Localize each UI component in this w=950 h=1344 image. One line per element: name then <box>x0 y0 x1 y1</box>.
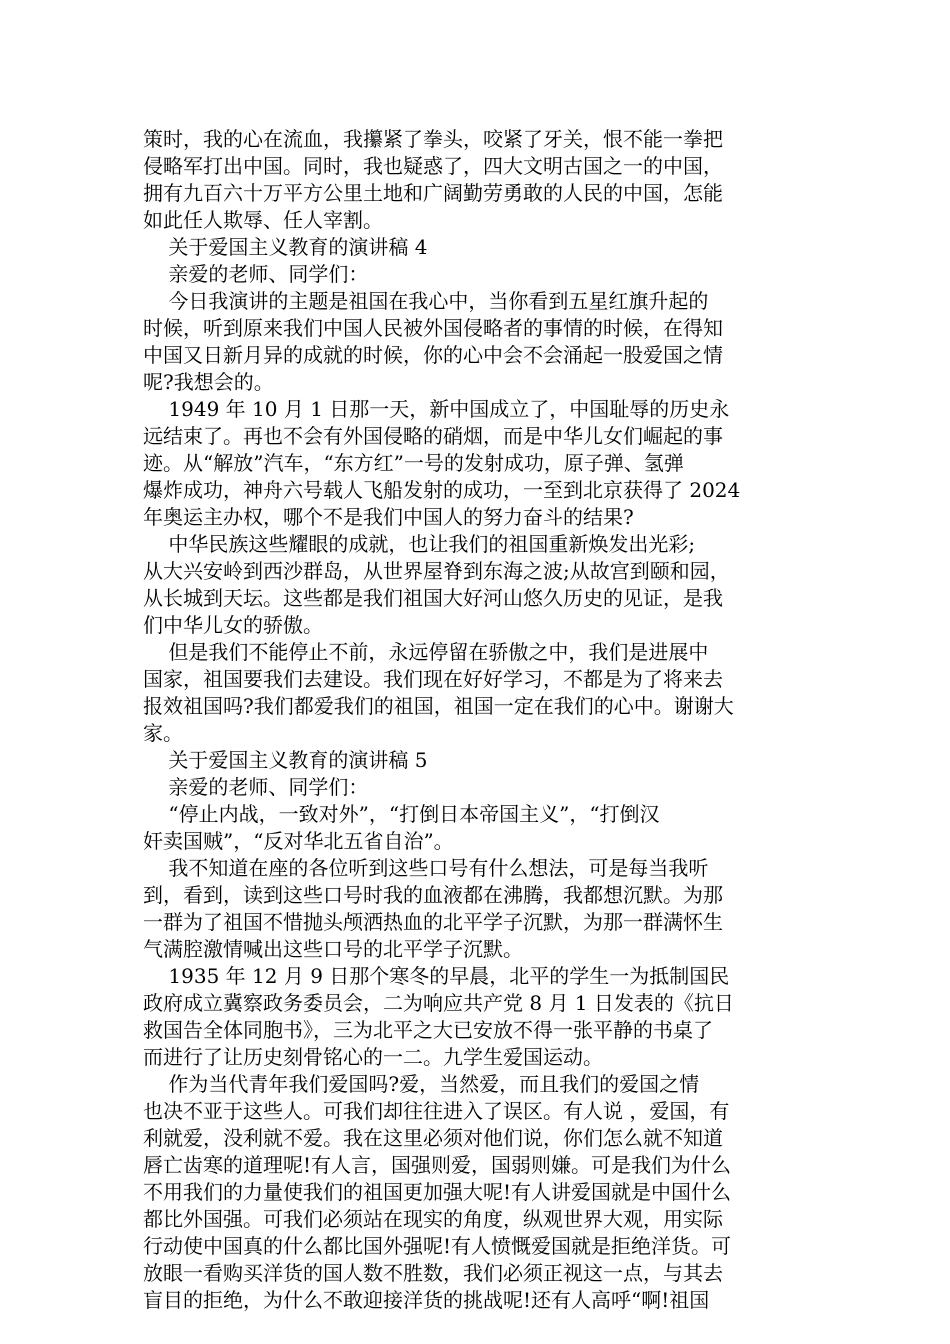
text-line: 们中华儿女的骄傲。 <box>143 613 323 637</box>
text-line: 作为当代青年我们爱国吗?爱，当然爱，而且我们的爱国之情 <box>143 1072 700 1096</box>
document-page <box>143 126 809 1314</box>
text-line: 爆炸成功，神舟六号载人飞船发射的成功，一至到北京获得了 2024 <box>143 478 741 502</box>
text-line: 中华民族这些耀眼的成就，也让我们的祖国重新焕发出光彩; <box>143 532 696 556</box>
text-line: 关于爱国主义教育的演讲稿 4 <box>143 235 428 259</box>
text-line: 从大兴安岭到西沙群岛，从世界屋脊到东海之波;从故宫到颐和园， <box>143 559 730 583</box>
text-line: 侵略军打出中国。同时，我也疑惑了，四大文明古国之一的中国， <box>143 154 723 178</box>
text-line: 亲爱的老师、同学们： <box>143 262 369 286</box>
text-line: 关于爱国主义教育的演讲稿 5 <box>143 748 428 772</box>
text-line: 政府成立冀察政务委员会，二为响应共产党 8 月 1 日发表的《抗日 <box>143 991 734 1015</box>
text-line: 今日我演讲的主题是祖国在我心中，当你看到五星红旗升起的 <box>143 289 709 313</box>
text-line: 1949 年 10 月 1 日那一天，新中国成立了，中国耻辱的历史永 <box>143 397 730 421</box>
text-line: 中国又日新月异的成就的时候，你的心中会不会涌起一股爱国之情 <box>143 343 723 367</box>
text-line: 迹。从“解放”汽车，“东方红”一号的发射成功，原子弹、氢弹 <box>143 451 684 475</box>
text-line: 1935 年 12 月 9 日那个寒冬的早晨，北平的学生一为抵制国民 <box>143 964 730 988</box>
text-line: 报效祖国吗?我们都爱我们的祖国，祖国一定在我们的心中。谢谢大 <box>143 694 734 718</box>
text-line: 放眼一看购买洋货的国人数不胜数，我们必须正视这一点，与其去 <box>143 1261 723 1285</box>
text-line: 而进行了让历史刻骨铭心的一二。九学生爱国运动。 <box>143 1045 603 1069</box>
text-line: 时候，听到原来我们中国人民被外国侵略者的事情的时候，在得知 <box>143 316 723 340</box>
text-line: 盲目的拒绝，为什么不敢迎接洋货的挑战呢!还有人高呼“啊!祖国 <box>143 1288 710 1312</box>
text-line: 也决不亚于这些人。可我们却往往进入了误区。有人说 ，爱国，有 <box>143 1099 730 1123</box>
text-line: 从长城到天坛。这些都是我们祖国大好河山悠久历史的见证，是我 <box>143 586 723 610</box>
text-line: 一群为了祖国不惜抛头颅洒热血的北平学子沉默，为那一群满怀生 <box>143 910 723 934</box>
text-line: 到，看到，读到这些口号时我的血液都在沸腾，我都想沉默。为那 <box>143 883 723 907</box>
text-line: 我不知道在座的各位听到这些口号有什么想法，可是每当我听 <box>143 856 709 880</box>
text-line: 不用我们的力量使我们的祖国更加强大呢!有人讲爱国就是中国什么 <box>143 1180 732 1204</box>
text-line: 策时，我的心在流血，我攥紧了拳头，咬紧了牙关，恨不能一拳把 <box>143 127 723 151</box>
text-line: 如此任人欺辱、任人宰割。 <box>143 208 383 232</box>
text-line: 年奥运主办权，哪个不是我们中国人的努力奋斗的结果? <box>143 505 634 529</box>
text-line: 都比外国强。可我们必须站在现实的角度，纵观世界大观，用实际 <box>143 1207 723 1231</box>
text-line: 行动使中国真的什么都比国外强呢!有人愤慨爱国就是拒绝洋货。可 <box>143 1234 732 1258</box>
text-line: 气满腔激情喊出这些口号的北平学子沉默。 <box>143 937 523 961</box>
text-line: 利就爱，没利就不爱。我在这里必须对他们说，你们怎么就不知道 <box>143 1126 723 1150</box>
text-line: “停止内战，一致对外”，“打倒日本帝国主义”，“打倒汉 <box>143 802 660 826</box>
text-line: 亲爱的老师、同学们： <box>143 775 369 799</box>
text-line: 家。 <box>143 721 183 745</box>
text-line: 救国告全体同胞书》，三为北平之大已安放不得一张平静的书桌了 <box>143 1018 713 1042</box>
text-line: 但是我们不能停止不前，永远停留在骄傲之中，我们是进展中 <box>143 640 709 664</box>
text-line: 拥有九百六十万平方公里土地和广阔勤劳勇敢的人民的中国，怎能 <box>143 181 723 205</box>
text-line: 唇亡齿寒的道理呢!有人言，国强则爱，国弱则嫌。可是我们为什么 <box>143 1153 732 1177</box>
text-line: 奸卖国贼”，“反对华北五省自治”。 <box>143 829 454 853</box>
text-line: 呢?我想会的。 <box>143 370 274 394</box>
text-line: 国家，祖国要我们去建设。我们现在好好学习，不都是为了将来去 <box>143 667 723 691</box>
text-line: 远结束了。再也不会有外国侵略的硝烟，而是中华儿女们崛起的事 <box>143 424 723 448</box>
